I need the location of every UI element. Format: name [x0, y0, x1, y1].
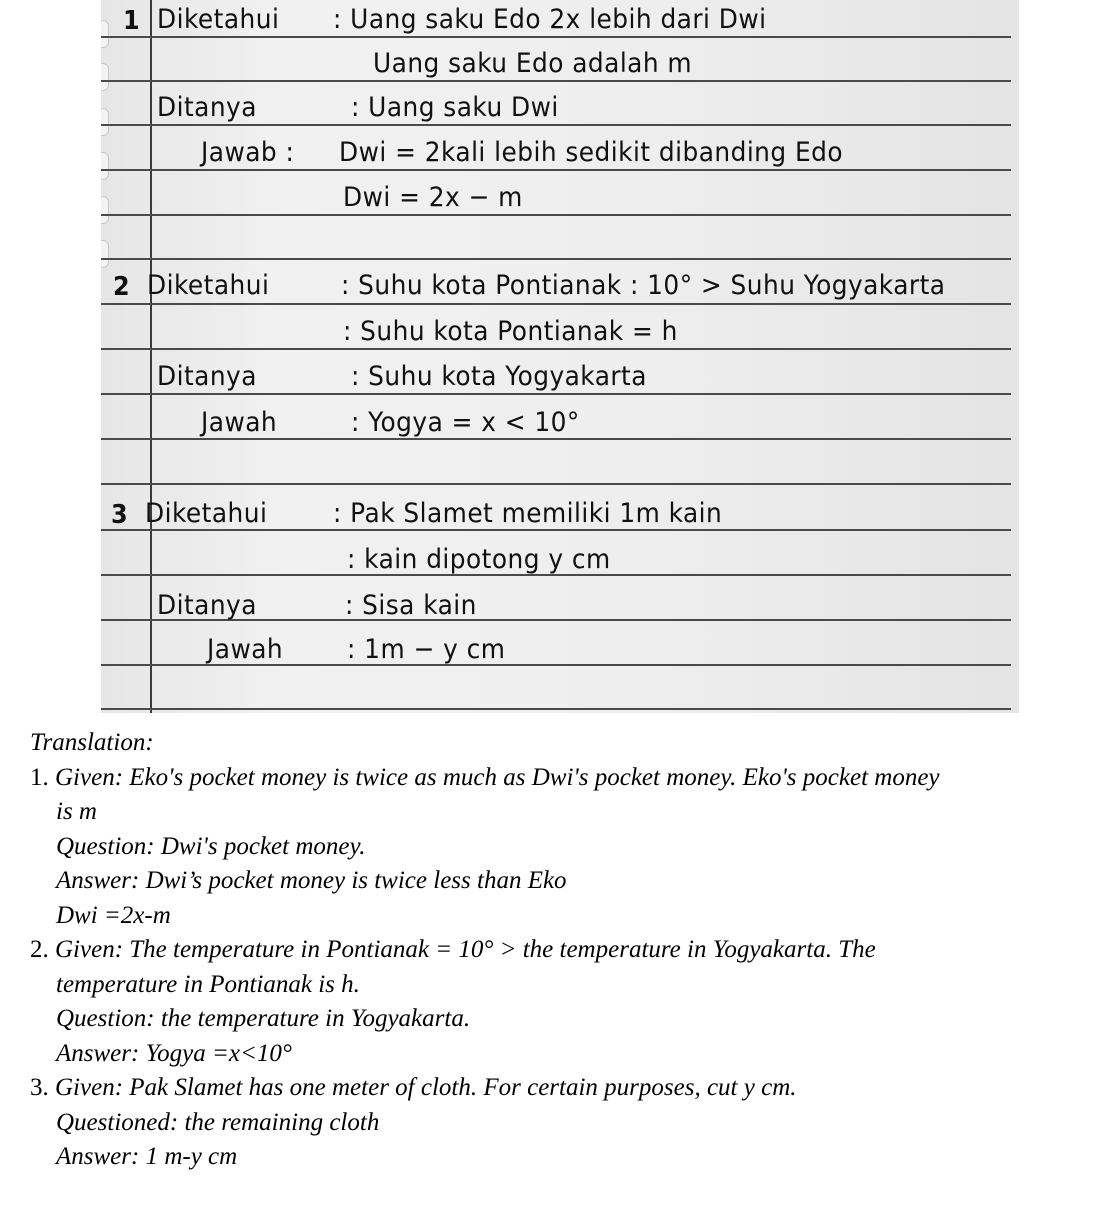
binder-hole	[101, 240, 109, 268]
given-text: Given: Eko's pocket money is twice as much as Dwi's pocket money. Eko's pocket money	[55, 763, 940, 791]
given-label: Diketahui	[157, 4, 280, 35]
ruled-line	[101, 169, 1011, 171]
answer-text: Answer: Yogya =x<10°	[56, 1039, 292, 1067]
margin-line	[150, 0, 152, 713]
translation-heading: Translation:	[30, 729, 154, 756]
binder-hole	[101, 63, 109, 91]
item-number: 1.	[30, 763, 49, 791]
ruled-line	[101, 258, 1011, 260]
translation-item-2	[30, 933, 1105, 1071]
translation-section	[30, 726, 1105, 1175]
answer-text: Answer: 1 m-y cm	[56, 1143, 238, 1170]
question-text: Question: Dwi's pocket money.	[56, 832, 366, 860]
given-label: Diketahui	[147, 270, 270, 301]
ruled-line	[101, 36, 1011, 38]
answer-line: Dwi = 2kali lebih sedikit dibanding Edo	[339, 137, 844, 168]
problem-number: 3	[111, 500, 129, 530]
notebook-photo	[101, 0, 1019, 713]
asked-label: Ditanya	[157, 361, 257, 392]
given-text-cont: temperature in Pontianak is h.	[56, 970, 360, 998]
ruled-line	[101, 483, 1011, 485]
ruled-line	[101, 529, 1011, 531]
given-text: Given: The temperature in Pontianak = 10° > the temperature in Yogyakarta. The	[55, 936, 876, 963]
given-line: : Suhu kota Pontianak = h	[343, 316, 678, 347]
problem-number: 2	[113, 272, 131, 302]
binder-hole	[101, 152, 109, 180]
ruled-line	[101, 348, 1011, 350]
asked-label: Ditanya	[157, 92, 257, 123]
ruled-line	[101, 214, 1011, 216]
binder-hole	[101, 196, 109, 224]
binder-hole	[101, 108, 109, 136]
given-line: : Pak Slamet memiliki 1m kain	[333, 498, 723, 529]
ruled-line	[101, 124, 1011, 126]
answer-text: Answer: Dwi’s pocket money is twice less than Eko	[56, 867, 567, 894]
translation-item-1	[30, 761, 1105, 934]
answer-text-cont: Dwi =2x-m	[56, 901, 171, 929]
answer-label: Jawah	[207, 634, 284, 665]
translation-item-3	[30, 1071, 1105, 1175]
given-line: : Uang saku Edo 2x lebih dari Dwi	[333, 4, 767, 35]
asked-label: Ditanya	[157, 590, 257, 621]
ruled-line	[101, 708, 1011, 710]
answer-label: Jawah	[201, 407, 278, 438]
answer-line: Dwi = 2x − m	[343, 182, 523, 213]
asked-text: : Sisa kain	[345, 590, 477, 621]
ruled-line	[101, 303, 1011, 305]
ruled-line	[101, 393, 1011, 395]
binder-hole	[101, 20, 109, 48]
given-line: : kain dipotong y cm	[347, 544, 611, 575]
given-text: Given: Pak Slamet has one meter of cloth. For certain purposes, cut y cm.	[55, 1074, 797, 1101]
item-number: 3.	[30, 1074, 49, 1101]
question-text: Questioned: the remaining cloth	[56, 1108, 380, 1136]
given-line: : Suhu kota Pontianak : 10° > Suhu Yogyakarta	[341, 270, 946, 301]
problem-number: 1	[123, 6, 141, 36]
asked-text: : Suhu kota Yogyakarta	[351, 361, 647, 392]
given-line: Uang saku Edo adalah m	[373, 48, 693, 79]
answer-label: Jawab :	[201, 137, 295, 168]
given-label: Diketahui	[145, 498, 268, 529]
ruled-line	[101, 438, 1011, 440]
answer-line: : Yogya = x < 10°	[351, 407, 580, 438]
ruled-line	[101, 80, 1011, 82]
given-text-cont: is m	[56, 798, 97, 825]
asked-text: : Uang saku Dwi	[351, 92, 559, 123]
answer-line: : 1m − y cm	[347, 634, 506, 665]
question-text: Question: the temperature in Yogyakarta.	[56, 1005, 471, 1032]
item-number: 2.	[30, 936, 49, 963]
